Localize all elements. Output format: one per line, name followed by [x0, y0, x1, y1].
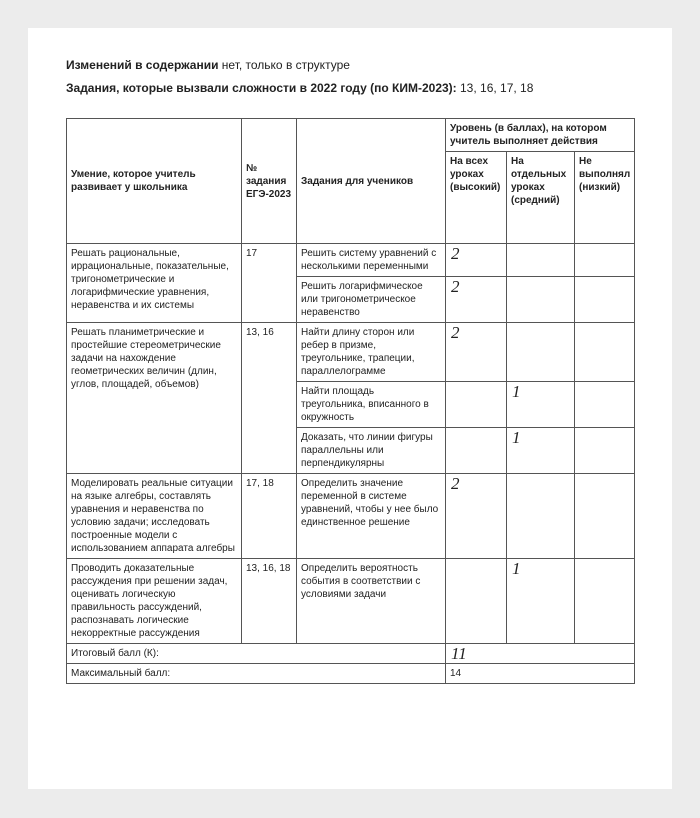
- header-level-low: Не выполнял (низкий): [575, 152, 635, 244]
- ege-cell: 17: [242, 244, 297, 323]
- header-student-tasks: Задания для учеников: [297, 119, 446, 244]
- score-low-cell: [575, 559, 635, 644]
- ege-cell: 17, 18: [242, 474, 297, 559]
- score-low-cell: [575, 323, 635, 382]
- task-cell: Решить логарифмическое или тригонометрическое неравенство: [297, 277, 446, 323]
- score-mid-cell: [507, 277, 575, 323]
- score-high-cell: 2: [446, 244, 507, 277]
- score-low-cell: [575, 382, 635, 428]
- score-mid-cell: 1: [507, 382, 575, 428]
- changes-note: [66, 58, 350, 72]
- skill-cell: Решать рациональные, иррациональные, показательные, тригонометрические и логарифмические уравнения, неравенства и их системы: [67, 244, 242, 323]
- table-row: [67, 323, 635, 382]
- task-cell: Найти длину сторон или ребер в призме, треугольнике, трапеции, параллелограмме: [297, 323, 446, 382]
- score-low-cell: [575, 428, 635, 474]
- score-mid-cell: 1: [507, 559, 575, 644]
- task-cell: Определить вероятность события в соответствии с условиями задачи: [297, 559, 446, 644]
- difficult-tasks-note: [66, 81, 533, 95]
- task-cell: Найти площадь треугольника, вписанного в окружность: [297, 382, 446, 428]
- max-row: [67, 664, 635, 684]
- score-mid-cell: [507, 474, 575, 559]
- table-row: [67, 559, 635, 644]
- document-page: [28, 28, 672, 789]
- task-cell: Решить систему уравнений с несколькими переменными: [297, 244, 446, 277]
- skill-cell: Решать планиметрические и простейшие стереометрические задачи на нахождение геометрических величин (длин, углов, площадей, объемов): [67, 323, 242, 474]
- score-low-cell: [575, 474, 635, 559]
- changes-label: Изменений в содержании: [66, 58, 219, 72]
- table-row: [67, 244, 635, 277]
- header-skill: Умение, которое учитель развивает у школьника: [67, 119, 242, 244]
- header-level-group: Уровень (в баллах), на котором учитель выполняет действия: [446, 119, 635, 152]
- difficult-tasks-label: Задания, которые вызвали сложности в 2022 году (по КИМ-2023):: [66, 81, 457, 95]
- table-header-row: [67, 119, 635, 152]
- score-low-cell: [575, 244, 635, 277]
- max-label: Максимальный балл:: [67, 664, 446, 684]
- header-ege-number: № задания ЕГЭ-2023: [242, 119, 297, 244]
- ege-cell: 13, 16, 18: [242, 559, 297, 644]
- header-level-high: На всех уроках (высокий): [446, 152, 507, 244]
- task-cell: Определить значение переменной в системе уравнений, чтобы у нее было единственное решение: [297, 474, 446, 559]
- score-mid-cell: 1: [507, 428, 575, 474]
- score-high-cell: 2: [446, 277, 507, 323]
- ege-cell: 13, 16: [242, 323, 297, 474]
- difficult-tasks-list: 13, 16, 17, 18: [456, 81, 534, 95]
- score-high-cell: 2: [446, 323, 507, 382]
- skill-cell: Проводить доказательные рассуждения при решении задач, оценивать логическую правильность рассуждений, распознавать логические некорректные рассуждения: [67, 559, 242, 644]
- total-row: [67, 644, 635, 664]
- score-high-cell: [446, 382, 507, 428]
- score-high-cell: 2: [446, 474, 507, 559]
- max-value: 14: [446, 664, 635, 684]
- score-mid-cell: [507, 323, 575, 382]
- total-value: 11: [446, 644, 635, 664]
- task-cell: Доказать, что линии фигуры параллельны или перпендикулярны: [297, 428, 446, 474]
- score-low-cell: [575, 277, 635, 323]
- skill-cell: Моделировать реальные ситуации на языке алгебры, составлять уравнения и неравенства по условию задачи; исследовать построенные модели с использованием аппарата алгебры: [67, 474, 242, 559]
- table-row: [67, 474, 635, 559]
- score-high-cell: [446, 559, 507, 644]
- changes-text: нет, только в структуре: [218, 58, 350, 72]
- skills-table: [66, 118, 635, 684]
- score-mid-cell: [507, 244, 575, 277]
- score-high-cell: [446, 428, 507, 474]
- total-label: Итоговый балл (К):: [67, 644, 446, 664]
- header-level-mid: На отдельных уроках (средний): [507, 152, 575, 244]
